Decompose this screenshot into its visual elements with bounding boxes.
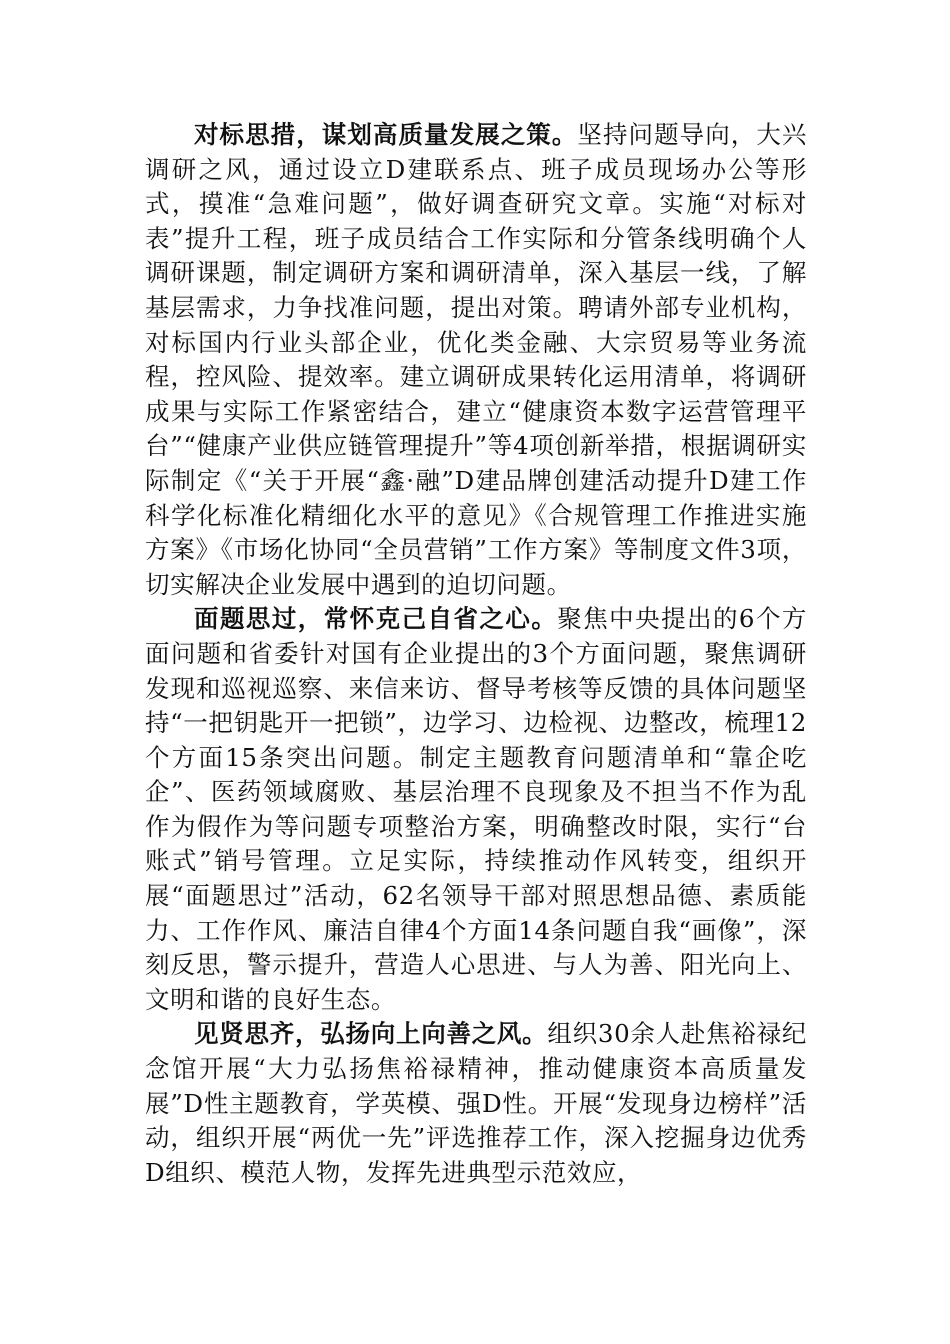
paragraph-self-reflection xyxy=(145,602,807,1017)
paragraph-lead-heading: 见贤思齐，弘扬向上向善之风。 xyxy=(194,1019,548,1049)
paragraph-lead-heading: 对标思措，谋划高质量发展之策。 xyxy=(194,120,578,149)
document-body xyxy=(145,118,807,1190)
paragraph-lead-heading: 面题思过，常怀克己自省之心。 xyxy=(194,604,558,634)
paragraph-role-models xyxy=(145,1017,807,1190)
paragraph-text: 组织30余人赴焦裕禄纪念馆开展“大力弘扬焦裕禄精神，推动健康资本高质量发展”D性主题教育，学英模、强D性。开展“发现身边榜样”活动，组织开展“两优一先”评选推荐工作，深入挖掘身边优秀D组织、模范人物，发挥先进典型示范效应， xyxy=(145,1019,807,1187)
paragraph-text: 坚持问题导向，大兴调研之风，通过设立D建联系点、班子成员现场办公等形式，摸准“急难问题”，做好调查研究文章。实施“对标对表”提升工程，班子成员结合工作实际和分管条线明确个人调研课题，制定调研方案和调研清单，深入基层一线，了解基层需求，力争找准问题，提出对策。聘请外部专业机构，对标国内行业头部企业，优化类金融、大宗贸易等业务流程，控风险、提效率。建立调研成果转化运用清单，将调研成果与实际工作紧密结合，建立“健康资本数字运营管理平台”“健康产业供应链管理提升”等4项创新举措，根据调研实际制定《“关于开展“鑫·融”D建品牌创建活动提升D建工作科学化标准化精细化水平的意见》《合规管理工作推进实施方案》《市场化协同“全员营销”工作方案》等制度文件3项，切实解决企业发展中遇到的迫切问题。 xyxy=(145,120,808,599)
paragraph-text: 聚焦中央提出的6个方面问题和省委针对国有企业提出的3个方面问题，聚焦调研发现和巡视巡察、来信来访、督导考核等反馈的具体问题坚持“一把钥匙开一把锁”，边学习、边检视、边整改，梳理12个方面15条突出问题。制定主题教育问题清单和“靠企吃企”、医药领域腐败、基层治理不良现象及不担当不作为乱作为假作为等问题专项整治方案，明确整改时限，实行“台账式”销号管理。立足实际，持续推动作风转变，组织开展“面题思过”活动，62名领导干部对照思想品德、素质能力、工作作风、廉洁自律4个方面14条问题自我“画像”，深刻反思，警示提升，营造人心思进、与人为善、阳光向上、文明和谐的良好生态。 xyxy=(145,604,807,1014)
paragraph-benchmark-measures xyxy=(145,118,807,602)
